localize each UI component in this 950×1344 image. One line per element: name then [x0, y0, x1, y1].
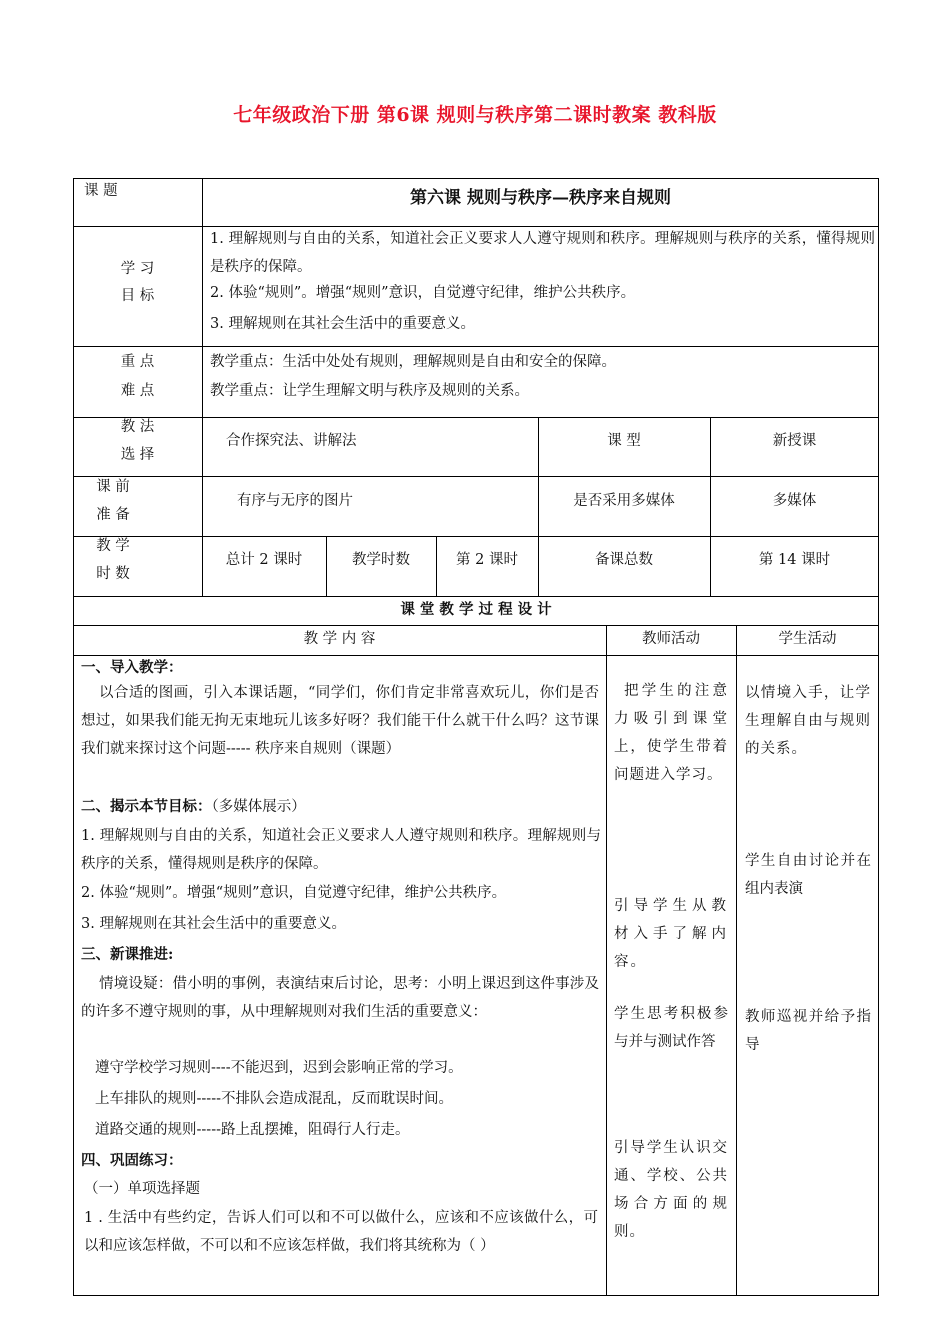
teacher-activity: 引导学生认识交通、学校、公共场合方面的规则。	[614, 1140, 728, 1240]
key-point-item: 教学重点：让学生理解文明与秩序及规则的关系。	[210, 383, 529, 399]
row-divider	[73, 625, 879, 626]
section-heading: 一、导入教学：	[81, 659, 183, 676]
student-activity: 教师巡视并给予指导	[745, 1009, 871, 1053]
objective-item: 2. 体验“规则”。增强“规则”意识，自觉遵守纪律，维护公共秩序。	[210, 285, 636, 301]
hours-count-label: 教学时数	[352, 552, 410, 568]
student-activity: 以情境入手，让学生理解自由与规则的关系。	[745, 685, 871, 757]
column-divider	[202, 178, 203, 596]
hours-label: 时 数	[96, 566, 130, 582]
column-divider	[606, 625, 607, 1296]
row-divider	[73, 655, 879, 656]
key-points-label: 重 点	[120, 354, 155, 370]
scenario-paragraph: 情境设疑：借小明的事例，表演结束后讨论，思考：小明上课迟到这件事涉及的许多不遵守规则的事，从中理解规则对我们生活的重要意义：	[81, 976, 599, 1020]
teacher-activity: 把学生的注意力吸引到课堂上，使学生带着问题进入学习。	[614, 683, 728, 783]
column-header-content: 教 学 内 容	[303, 631, 376, 647]
process-section-title: 课 堂 教 学 过 程 设 计	[400, 601, 552, 618]
section-heading: 二、揭示本节目标：	[81, 798, 212, 815]
row-divider	[73, 346, 879, 347]
column-header-teacher: 教师活动	[642, 631, 700, 647]
row-divider	[73, 536, 879, 537]
objectives-label: 目 标	[120, 288, 155, 304]
method-value: 合作探究法、讲解法	[226, 433, 357, 449]
lesson-type-label: 课 型	[607, 433, 641, 449]
section-note: （多媒体展示）	[211, 799, 306, 815]
multimedia-label: 是否采用多媒体	[573, 493, 675, 509]
prep-total-value: 第 14 课时	[758, 552, 831, 568]
objective-item: 3. 理解规则在其社会生活中的重要意义。	[210, 316, 475, 332]
hours-label: 教 学	[96, 538, 130, 554]
prep-label: 准 备	[96, 507, 130, 523]
teacher-activity: 学生思考积极参与并与测试作答	[614, 1006, 728, 1050]
section-heading: 三、新课推进:	[81, 946, 174, 963]
intro-paragraph: 以合适的图画，引入本课话题，“同学们，你们肯定非常喜欢玩儿，你们是否想过，如果我们能无拘无束地玩儿该多好呀？我们能干什么就干什么吗？这节课我们就来探讨这个问题----- 秩序来自规则（课题）	[81, 685, 599, 757]
section-heading: 四、巩固练习：	[81, 1152, 183, 1169]
teacher-activity: 引导学生从教材入手了解内容。	[614, 898, 728, 970]
method-label: 教 法	[120, 419, 155, 435]
subsection-heading: （一）单项选择题	[84, 1181, 200, 1197]
topic-label: 课 题	[84, 183, 118, 199]
goal-item: 3. 理解规则在其社会生活中的重要意义。	[81, 916, 346, 932]
question-item: 1 . 生活中有些约定，告诉人们可以和不可以做什么，应该和不应该做什么，可以和应该怎样做，不可以和不应该怎样做，我们将其统称为（ ）	[84, 1210, 598, 1254]
lesson-type-value: 新授课	[772, 433, 817, 449]
total-hours: 总计 2 课时	[225, 552, 303, 568]
row-divider	[73, 476, 879, 477]
rule-example: 遵守学校学习规则----不能迟到，迟到会影响正常的学习。	[95, 1060, 463, 1076]
objectives-label: 学 习	[120, 261, 155, 277]
key-points-label: 难 点	[120, 383, 155, 399]
student-activity: 学生自由讨论并在组内表演	[745, 853, 871, 897]
document-title: 七年级政治下册 第6课 规则与秩序第二课时教案 教科版	[233, 104, 717, 126]
multimedia-value: 多媒体	[772, 493, 817, 509]
prep-total-label: 备课总数	[595, 552, 653, 568]
prep-value: 有序与无序的图片	[237, 493, 353, 509]
key-point-item: 教学重点：生活中处处有规则，理解规则是自由和安全的保障。	[210, 354, 616, 370]
column-divider	[736, 625, 737, 1296]
topic-value: 第六课 规则与秩序—秩序来自规则	[410, 188, 671, 208]
column-header-student: 学生活动	[778, 631, 837, 647]
goal-item: 1. 理解规则与自由的关系，知道社会正义要求人人遵守规则和秩序。理解规则与秩序的关系，懂得规则是秩序的保障。	[81, 828, 601, 872]
objective-item: 1. 理解规则与自由的关系，知道社会正义要求人人遵守规则和秩序。理解规则与秩序的关系，懂得规则是秩序的保障。	[210, 231, 875, 275]
current-hour: 第 2 课时	[456, 552, 518, 568]
row-divider	[73, 596, 879, 597]
prep-label: 课 前	[96, 479, 130, 495]
rule-example: 道路交通的规则-----路上乱摆摊，阻碍行人行走。	[95, 1122, 410, 1138]
rule-example: 上车排队的规则-----不排队会造成混乱，反而耽误时间。	[95, 1091, 453, 1107]
method-label: 选 择	[120, 447, 155, 463]
goal-item: 2. 体验“规则”。增强“规则”意识，自觉遵守纪律，维护公共秩序。	[81, 885, 507, 901]
